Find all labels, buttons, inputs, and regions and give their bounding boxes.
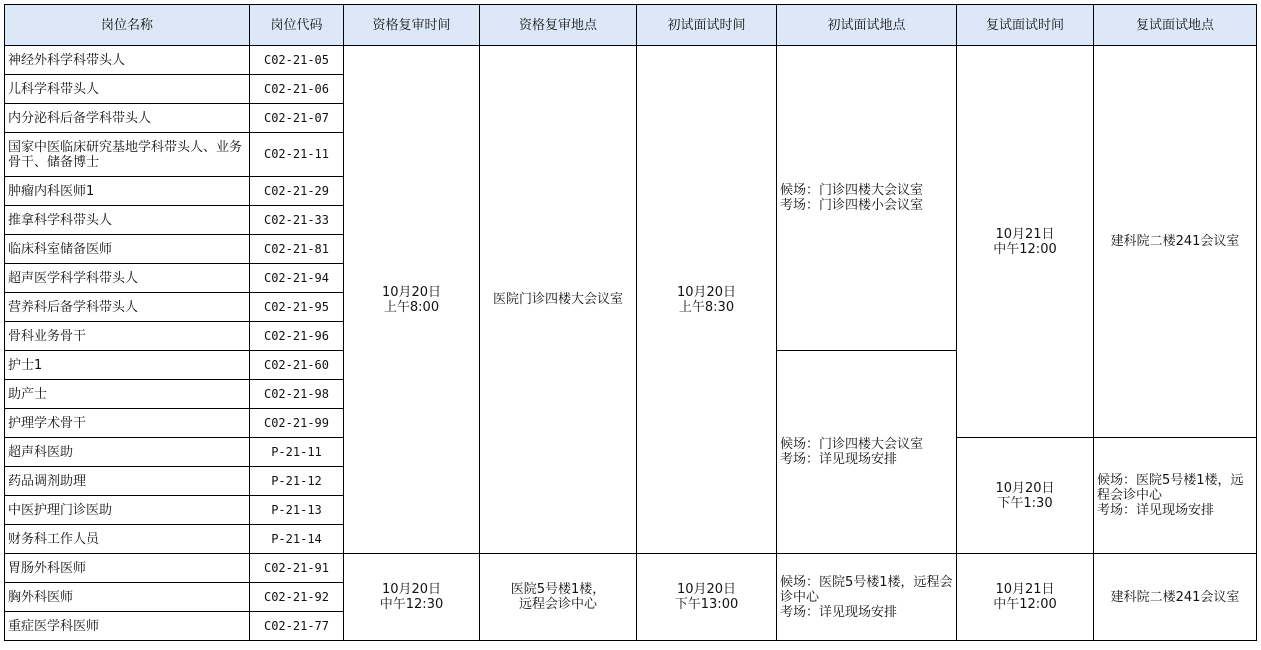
position-code: C02-21-92: [250, 583, 344, 612]
position-name: 助产士: [5, 380, 250, 409]
position-code: C02-21-60: [250, 351, 344, 380]
header-position-name: 岗位名称: [5, 5, 250, 46]
first-interview-time-cell: 10月20日 上午8:30: [637, 46, 777, 554]
review-time-cell: 10月20日 上午8:00: [344, 46, 480, 554]
second-interview-time-cell: 10月21日 中午12:00: [957, 46, 1094, 438]
position-code: P-21-13: [250, 496, 344, 525]
position-name: 超声医学科学科带头人: [5, 264, 250, 293]
position-name: 肿瘤内科医师1: [5, 177, 250, 206]
review-place-cell: 医院5号楼1楼， 远程会诊中心: [480, 554, 637, 641]
first-interview-place-cell: 候场：门诊四楼大会议室 考场：详见现场安排: [777, 351, 957, 554]
position-name: 护理学术骨干: [5, 409, 250, 438]
position-code: C02-21-94: [250, 264, 344, 293]
second-interview-time-cell: 10月21日 中午12:00: [957, 554, 1094, 641]
position-name: 营养科后备学科带头人: [5, 293, 250, 322]
position-name: 胸外科医师: [5, 583, 250, 612]
position-code: C02-21-07: [250, 104, 344, 133]
position-name: 中医护理门诊医助: [5, 496, 250, 525]
header-second-interview-place: 复试面试地点: [1094, 5, 1257, 46]
position-code: C02-21-77: [250, 612, 344, 641]
position-code: C02-21-95: [250, 293, 344, 322]
header-review-time: 资格复审时间: [344, 5, 480, 46]
position-code: C02-21-91: [250, 554, 344, 583]
second-interview-place-cell: 候场：医院5号楼1楼，远程会诊中心 考场：详见现场安排: [1094, 438, 1257, 554]
table-row: [5, 554, 1257, 583]
position-code: C02-21-11: [250, 133, 344, 177]
position-name: 神经外科学科带头人: [5, 46, 250, 75]
header-second-interview-time: 复试面试时间: [957, 5, 1094, 46]
position-code: C02-21-06: [250, 75, 344, 104]
second-interview-place-cell: 建科院二楼241会议室: [1094, 46, 1257, 438]
position-code: C02-21-05: [250, 46, 344, 75]
position-name: 财务科工作人员: [5, 525, 250, 554]
header-first-interview-place: 初试面试地点: [777, 5, 957, 46]
position-code: C02-21-96: [250, 322, 344, 351]
table-row: [5, 46, 1257, 75]
position-name: 推拿科学科带头人: [5, 206, 250, 235]
position-code: C02-21-81: [250, 235, 344, 264]
position-name: 内分泌科后备学科带头人: [5, 104, 250, 133]
position-code: C02-21-99: [250, 409, 344, 438]
header-review-place: 资格复审地点: [480, 5, 637, 46]
position-name: 胃肠外科医师: [5, 554, 250, 583]
interview-schedule-table: [4, 4, 1257, 641]
header-position-code: 岗位代码: [250, 5, 344, 46]
position-code: P-21-12: [250, 467, 344, 496]
position-name: 重症医学科医师: [5, 612, 250, 641]
position-name: 儿科学科带头人: [5, 75, 250, 104]
position-code: C02-21-33: [250, 206, 344, 235]
position-name: 护士1: [5, 351, 250, 380]
position-code: P-21-11: [250, 438, 344, 467]
first-interview-time-cell: 10月20日 下午13:00: [637, 554, 777, 641]
second-interview-time-cell: 10月20日 下午1:30: [957, 438, 1094, 554]
position-name: 药品调剂助理: [5, 467, 250, 496]
position-code: C02-21-98: [250, 380, 344, 409]
second-interview-place-cell: 建科院二楼241会议室: [1094, 554, 1257, 641]
review-place-cell: 医院门诊四楼大会议室: [480, 46, 637, 554]
position-code: C02-21-29: [250, 177, 344, 206]
position-name: 国家中医临床研究基地学科带头人、业务骨干、储备博士: [5, 133, 250, 177]
first-interview-place-cell: 候场：医院5号楼1楼，远程会诊中心 考场：详见现场安排: [777, 554, 957, 641]
header-first-interview-time: 初试面试时间: [637, 5, 777, 46]
header-row: [5, 5, 1257, 46]
position-name: 超声科医助: [5, 438, 250, 467]
review-time-cell: 10月20日 中午12:30: [344, 554, 480, 641]
position-code: P-21-14: [250, 525, 344, 554]
first-interview-place-cell: 候场：门诊四楼大会议室 考场：门诊四楼小会议室: [777, 46, 957, 351]
position-name: 骨科业务骨干: [5, 322, 250, 351]
position-name: 临床科室储备医师: [5, 235, 250, 264]
